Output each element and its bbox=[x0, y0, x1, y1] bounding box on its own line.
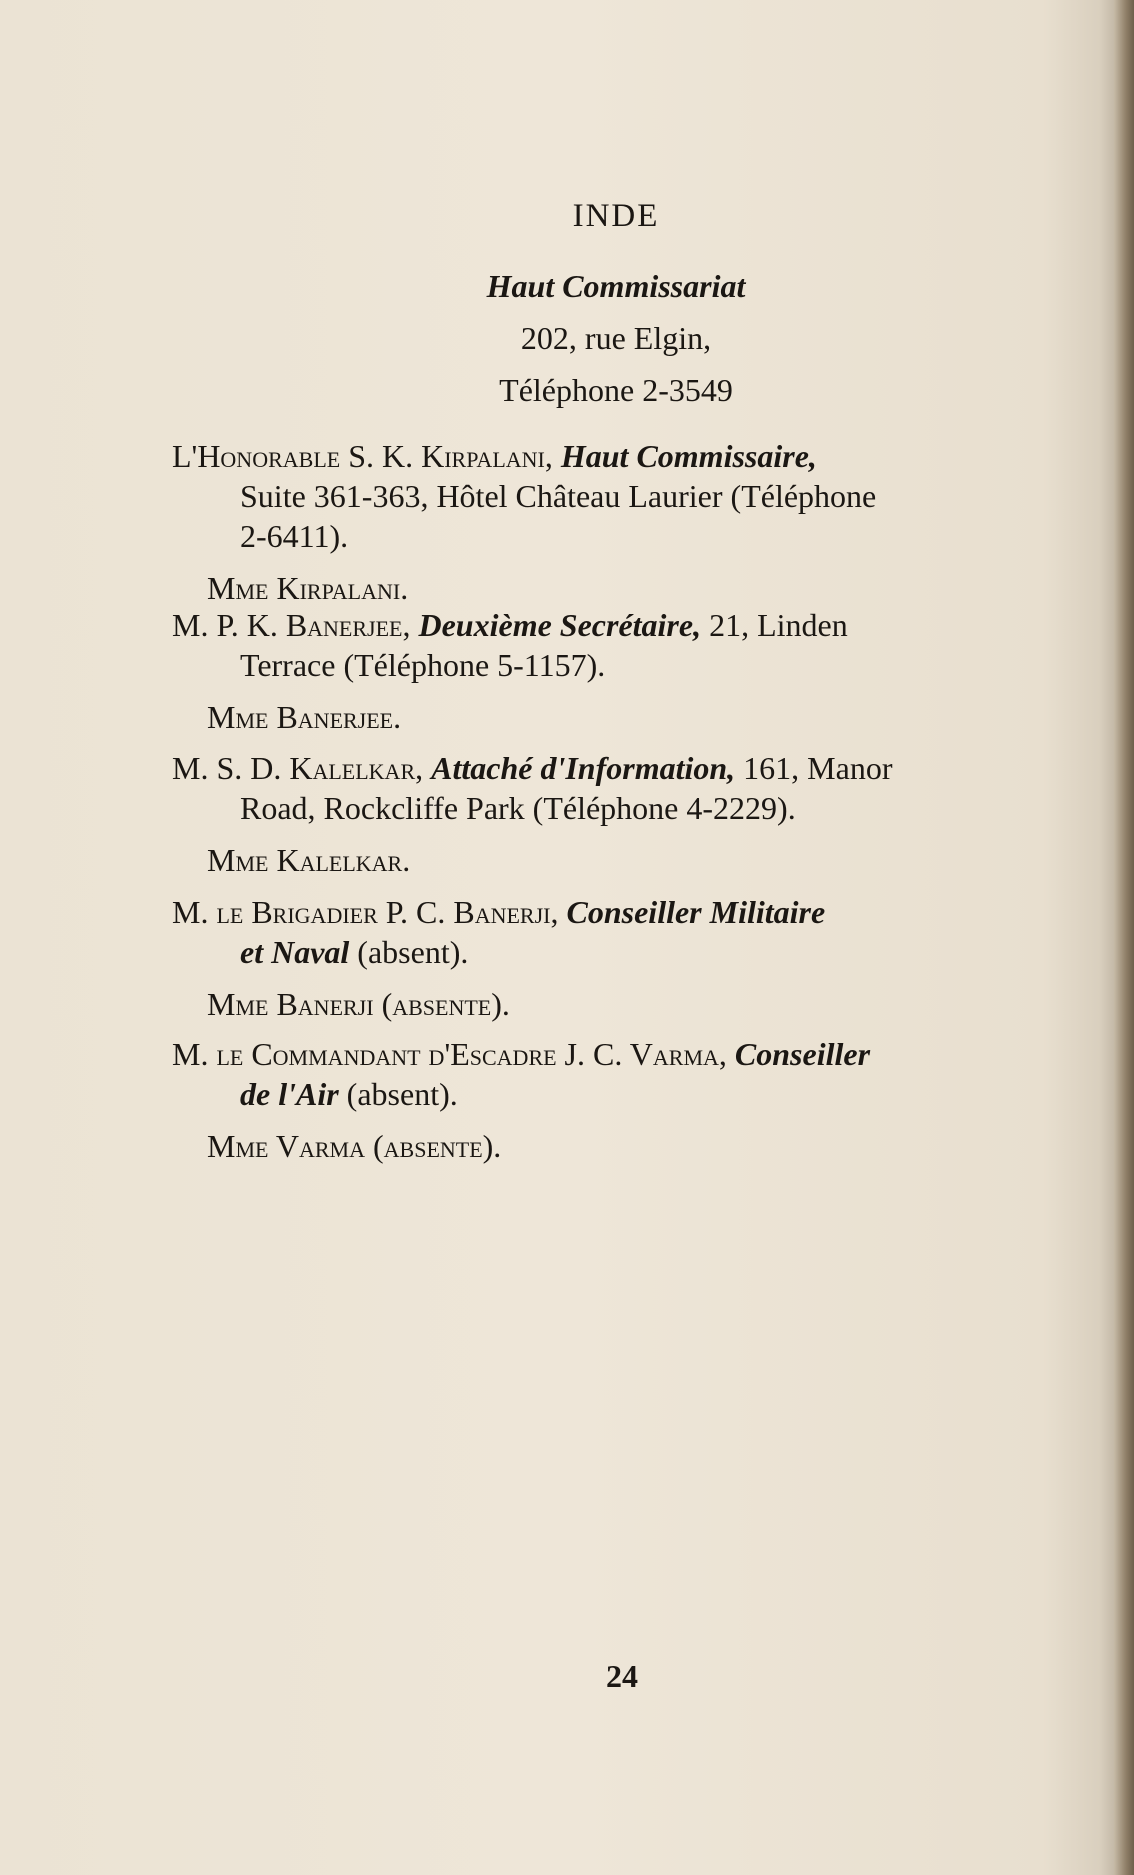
entry-role-continued: et Naval bbox=[240, 934, 350, 970]
entry-address: Terrace (Téléphone 5-1157). bbox=[240, 647, 606, 683]
entry-spouse: Mme Kalelkar. bbox=[207, 842, 411, 878]
entry-role: Conseiller bbox=[734, 1036, 871, 1072]
entry-line bbox=[172, 1034, 1072, 1074]
country-heading: INDE bbox=[572, 198, 660, 234]
entry-role: Attaché d'Information, bbox=[431, 750, 736, 786]
entry-status: (absent). bbox=[357, 934, 469, 970]
entry-name: M. le Brigadier P. C. Banerji, bbox=[172, 894, 559, 930]
entry-line bbox=[172, 605, 1072, 645]
entry-address: Suite 361-363, Hôtel Château Laurier (Téléphone bbox=[240, 478, 877, 514]
entry-name: L'Honorable S. K. Kirpalani, bbox=[172, 438, 553, 474]
entry-line bbox=[172, 748, 1072, 788]
entry-role: Conseiller Militaire bbox=[566, 894, 826, 930]
entry-name: M. S. D. Kalelkar, bbox=[172, 750, 424, 786]
entry-role: Deuxième Secrétaire, bbox=[418, 607, 702, 643]
entry-address-start: 161, Manor bbox=[743, 750, 893, 786]
entry-spouse: Mme Banerji (absente). bbox=[207, 986, 510, 1022]
entry-line bbox=[172, 892, 1072, 932]
entry-role-continued: de l'Air bbox=[240, 1076, 339, 1112]
entry-address: Road, Rockcliffe Park (Téléphone 4-2229). bbox=[240, 790, 796, 826]
entry-name: M. P. K. Banerjee, bbox=[172, 607, 411, 643]
mission-address: 202, rue Elgin, bbox=[520, 320, 712, 356]
entry-banerji bbox=[172, 892, 1072, 1024]
entry-varma bbox=[172, 1034, 1072, 1166]
entry-kirpalani bbox=[172, 436, 1072, 608]
entry-address-start: 21, Linden bbox=[709, 607, 848, 643]
entry-line-2 bbox=[172, 1074, 1072, 1114]
entry-spouse: Mme Banerjee. bbox=[207, 699, 402, 735]
entry-spouse: Mme Varma (absente). bbox=[207, 1128, 502, 1164]
entry-banerjee bbox=[172, 605, 1072, 737]
mission-telephone: Téléphone 2-3549 bbox=[499, 372, 733, 408]
entry-status: (absent). bbox=[346, 1076, 458, 1112]
mission-subtitle: Haut Commissariat bbox=[486, 268, 746, 304]
page-number: 24 bbox=[606, 1658, 638, 1694]
entry-role: Haut Commissaire, bbox=[560, 438, 817, 474]
entry-spouse: Mme Kirpalani. bbox=[207, 570, 409, 606]
entry-kalelkar bbox=[172, 748, 1072, 880]
entry-name: M. le Commandant d'Escadre J. C. Varma, bbox=[172, 1036, 727, 1072]
entry-line bbox=[172, 436, 1072, 476]
entry-phone: 2-6411). bbox=[240, 518, 349, 554]
entry-line-2 bbox=[172, 932, 1072, 972]
